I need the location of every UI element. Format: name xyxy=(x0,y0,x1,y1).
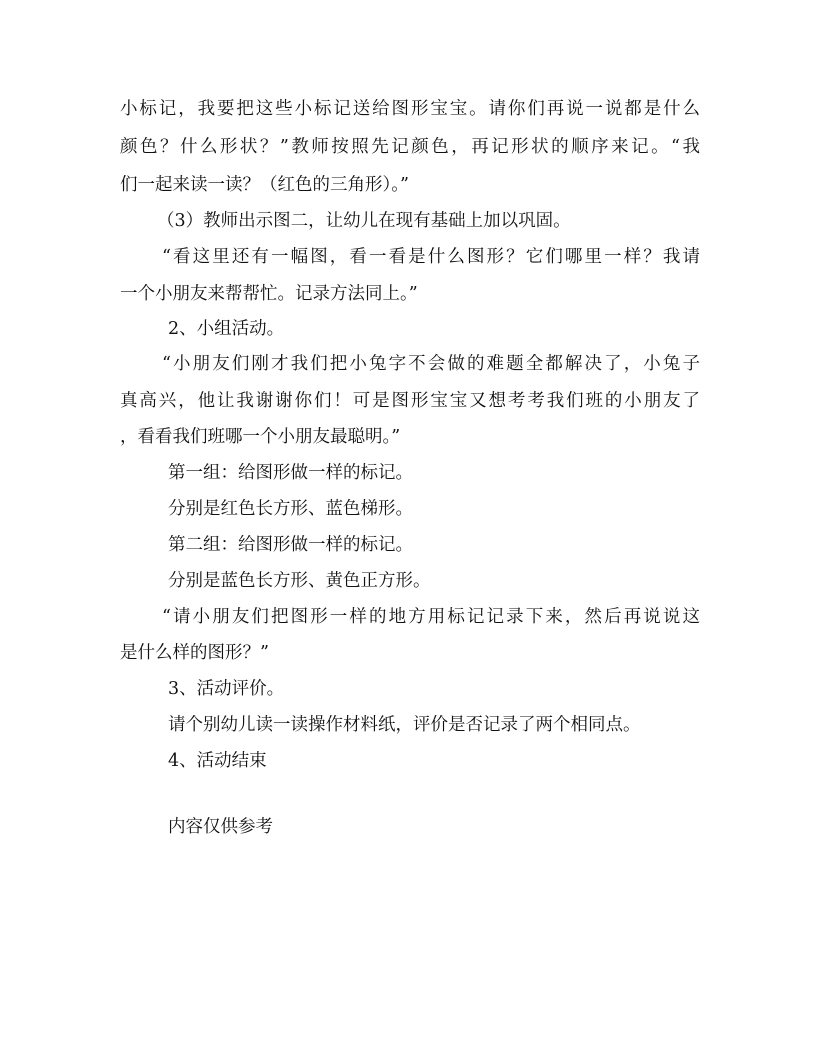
paragraph-line: 真高兴，他让我谢谢你们！可是图形宝宝又想考考我们班的小朋友了 xyxy=(120,391,700,411)
section-heading: 3、活动评价。 xyxy=(168,679,285,699)
paragraph-line: ，看看我们班哪一个小朋友最聪明。” xyxy=(120,427,401,447)
paragraph-line: 请个别幼儿读一读操作材料纸，评价是否记录了两个相同点。 xyxy=(168,715,641,735)
section-heading: 4、活动结束 xyxy=(168,751,267,771)
paragraph-line: “小朋友们刚才我们把小兔字不会做的难题全都解决了，小兔子 xyxy=(162,354,700,374)
paragraph-line: “请小朋友们把图形一样的地方用标记记录下来，然后再说说这 xyxy=(162,607,700,627)
paragraph-line: 小标记，我要把这些小标记送给图形宝宝。请你们再说一说都是什么 xyxy=(120,99,700,119)
paragraph-line: 一个小朋友来帮帮忙。记录方法同上。” xyxy=(120,284,418,304)
paragraph-line: “看这里还有一幅图，看一看是什么图形？它们哪里一样？我请 xyxy=(162,247,700,267)
paragraph-line: 是什么样的图形？” xyxy=(120,643,269,663)
section-heading: 2、小组活动。 xyxy=(168,319,285,339)
paragraph-line: （3）教师出示图二，让幼儿在现有基础上加以巩固。 xyxy=(157,211,571,231)
paragraph-line: 们一起来读一读？（红色的三角形）。” xyxy=(120,175,409,195)
paragraph-line: 分别是蓝色长方形、黄色正方形。 xyxy=(168,571,431,591)
paragraph-line: 颜色？什么形状？”教师按照先记颜色，再记形状的顺序来记。“我 xyxy=(120,137,700,157)
paragraph-line: 第一组：给图形做一样的标记。 xyxy=(168,463,413,483)
footer-note: 内容仅供参考 xyxy=(168,817,273,837)
paragraph-line: 第二组：给图形做一样的标记。 xyxy=(168,535,413,555)
paragraph-line: 分别是红色长方形、蓝色梯形。 xyxy=(168,499,413,519)
